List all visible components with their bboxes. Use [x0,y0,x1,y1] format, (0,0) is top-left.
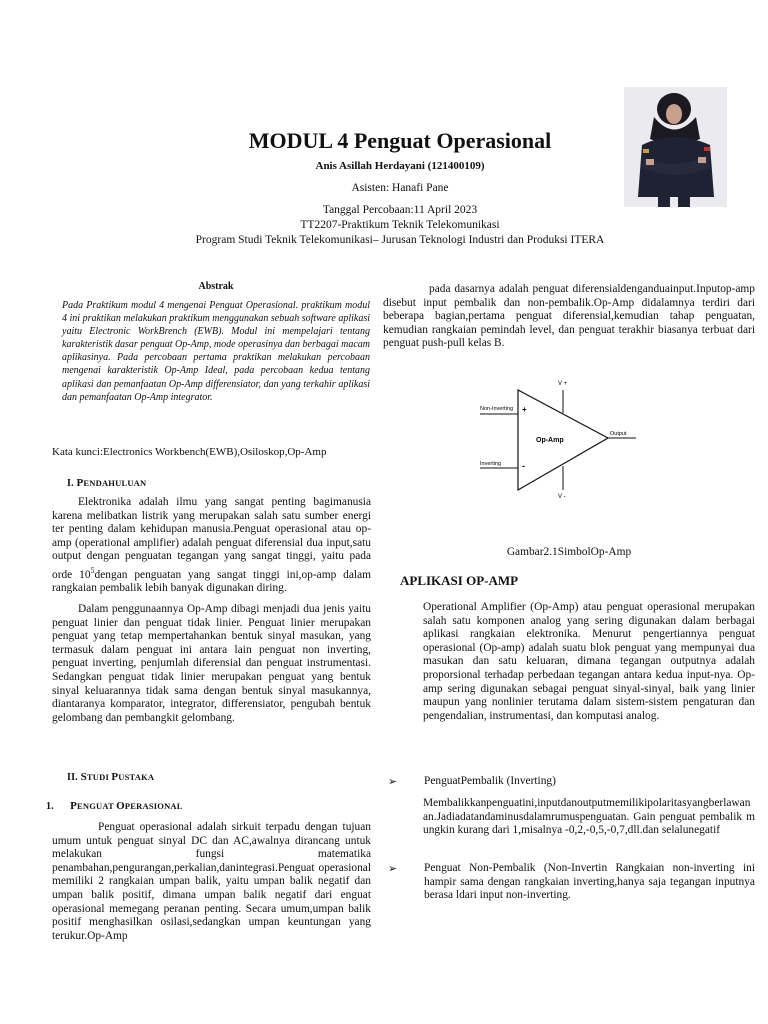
bullet-noninverting-text: Penguat Non-Pembalik (Non-Invertin Rangkaian non-inverting ini hampir sama dengan rangkaian inverting,hanya saja tegangan inputnya berasa ldari input non-inverting. [424,862,755,902]
noninverting-label: Non-Inverting [480,406,514,412]
abstract-text: Pada Praktikum modul 4 mengenai Penguat Operasional. praktikum modul 4 ini praktikan melakukan praktikum menggunakan sebuah software aplikasi yaitu Electronic WorkBrench (EWB). Modul ini mempelajari tentang karakteristik dasar penguat Op-Amp, mode operasinya dan berbagai macam aplikasinya. Pada percobaan pertama praktikan melakukan percobaan mengenai karakteristik Op-Amp Ideal, pada percobaan kedua tentang aplikasi dan pemanfaatan Op-Amp differensiator, dan yang terkahir aplikasi dan pemanfaatan Op-Amp integrator. [62,300,371,403]
section-2-paragraph-1: Penguat operasional adalah sirkuit terpadu dengan tujuan umum untuk penguat sinyal DC dan AC,awalnya dirancang untuk melakukan fungsi matematika penambahan,pengurangan,perkalian,danintegrasi.Penguat operasional memiliki 2 rangkaian umpan balik, yaitu umpan balik negatif dan umpan balik positif, dimana umpan balik negatif dari enguat operasional memegang peranan penting. Secara umum,umpan balik positif menghasilkan osilasi,sedangkan umpan keuntungan yang terukur.Op-Amp [52,821,371,942]
paper-title: MODUL 4 Penguat Operasional [248,128,552,153]
bullet-inverting-title: PenguatPembalik (Inverting) [424,775,556,787]
application-heading: APLIKASI OP-AMP [400,573,519,588]
vminus-label: V - [558,494,566,500]
abstract-heading: Abstrak [198,281,234,292]
section-1-paragraph-1: Elektronika adalah ilmu yang sangat penting bagimanusia karena melibatkan listrik yang merupakan salah satu sumber energi ter penting dalam kehidupan manusia.Penguat operasional atau op-amp (operational amplifier) adalah penguat diferensial dua input,satu output dengan penguatan tegangan yang sangat tinggi, yaitu pada orde $10^5dengan$ penguatan yang sangat tinggi ini,op-amp dalam rangkaian pembalik lebih banyak digunakan diring. [52,496,372,595]
minus-sign: - [522,461,525,471]
bullet-noninverting [388,862,755,903]
arrow-bullet-icon: ➢ [388,863,398,875]
date-line: Tanggal Percobaan:11 April 2023 [322,204,478,216]
opamp-figure [478,376,638,501]
bullet-inverting-text: Membalikkanpenguatini,inputdanoutputmemilikipolaritasyangberlawanan.Jadiadatandaminusdalamrumuspenguatan. Gain penguat pembalik mungkin kurang dari 1,misalnya -0,2,-0,5,-0,7,dll.dan selalunegatif [423,797,755,837]
arrow-bullet-icon: ➢ [388,776,398,788]
keywords: Kata kunci:Electronics Workbench(EWB),Osiloskop,Op-Amp [52,446,327,458]
subsection-1-heading: 1. PENGUAT OPERASIONAL [46,800,183,812]
bullet-inverting [388,775,755,788]
figure-caption: Gambar2.1SimbolOp-Amp [506,546,632,558]
author-line: Anis Asillah Herdayani (121400109) [315,160,485,172]
application-text: Operational Amplifier (Op-Amp) atau penguat operasional merupakan salah satu komponen analog yang sering digunakan dalam berbagai aplikasi rangkaian elektronika. Menurut pengertiannya penguat operasional (Op-amp) adalah suatu blok penguat yang mempunyai dua masukan dan satu keluaran, dimana tegangan outputnya adalah proporsional terhadap perbedaan tegangan antara kedua input-nya. Op-amp sering digunakan sebagai penguat sinyal-sinyal, baik yang linier maupun yang nonlinier terutama dalam sistem-sistem pengaturan dan pengendalian, instrumentasi, dan komputasi analog. [423,601,755,722]
section-1-heading: I. PENDAHULUAN [67,477,147,489]
section-1-paragraph-2: Dalam penggunaannya Op-Amp dibagi menjadi dua jenis yaitu penguat linier dan penguat tidak linier. Penguat linier merupakan penguat yang tetap mempertahankan bentuk sinyal masukan, yang termasuk dalam penguat ini antara lain penguat non inverting, penguat inverting, penjumlah diferensial dan penguat instrumentasi. Sedangkan penguat tidak linier merupakan penguat yang bentuk sinyal keluarannya tidak sama dengan bentuk sinyal masukannya, diantaranya komparator, integrator, differensiator, pengubah bentuk gelombang dan pembangkit gelombang. [52,602,371,724]
section-2-heading: II. STUDI PUSTAKA [67,771,155,783]
course-line: TT2207-Praktikum Teknik Telekomunikasi [300,219,500,231]
plus-sign: + [522,405,527,414]
inverting-label: Inverting [480,461,502,467]
opamp-label: Op-Amp [536,437,564,444]
output-label: Output [610,431,627,437]
assistant-line: Asisten: Hanafi Pane [351,182,449,194]
vplus-label: V + [558,381,568,387]
section-1-body [52,496,371,725]
section-2-body [52,821,371,943]
right-paragraph-1: pada dasarnya adalah penguat diferensialdenganduainput.Inputop-amp disebut input pembalik dan non-pembalik.Op-Amp didalamnya terdiri dari beberapa bagian,pertama penguat diferensial,kemudian tahap penguatan, kemudian rangkaian pemindah level, dan penguat terakhir biasanya terbuat dari penguat push-pull kelas B. [383,283,755,350]
program-line: Program Studi Teknik Telekomunikasi– Jurusan Teknologi Industri dan Produksi ITERA [195,234,605,246]
